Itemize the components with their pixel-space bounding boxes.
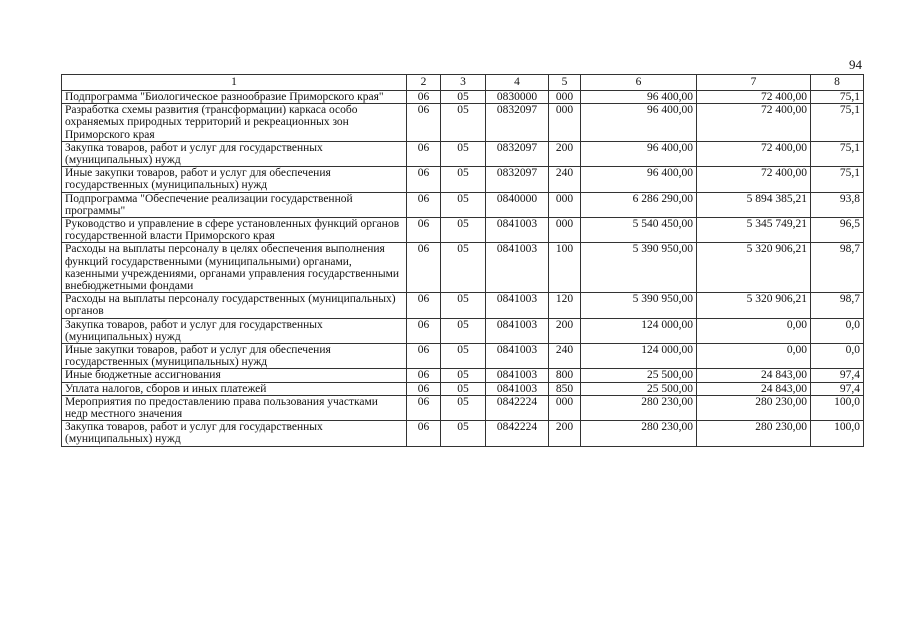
planned-amount-cell: 96 400,00 <box>581 141 697 166</box>
target-article-cell: 0842224 <box>486 421 549 446</box>
planned-amount-cell: 96 400,00 <box>581 167 697 192</box>
executed-amount-cell: 0,00 <box>697 318 811 343</box>
column-header: 1 <box>62 75 407 91</box>
section-code-cell: 06 <box>407 243 441 293</box>
target-article-cell: 0841003 <box>486 344 549 369</box>
section-code-cell: 06 <box>407 91 441 104</box>
section-code-cell: 06 <box>407 293 441 318</box>
planned-amount-cell: 124 000,00 <box>581 344 697 369</box>
target-article-cell: 0841003 <box>486 369 549 382</box>
section-code-cell: 06 <box>407 218 441 243</box>
percent-cell: 96,5 <box>811 218 864 243</box>
subsection-code-cell: 05 <box>441 91 486 104</box>
percent-cell: 75,1 <box>811 167 864 192</box>
section-code-cell: 06 <box>407 344 441 369</box>
expense-type-cell: 200 <box>549 421 581 446</box>
header-row <box>62 75 864 91</box>
percent-cell: 0,0 <box>811 344 864 369</box>
subsection-code-cell: 05 <box>441 192 486 217</box>
subsection-code-cell: 05 <box>441 167 486 192</box>
target-article-cell: 0841003 <box>486 318 549 343</box>
section-code-cell: 06 <box>407 318 441 343</box>
percent-cell: 93,8 <box>811 192 864 217</box>
row-name-cell: Иные бюджетные ассигнования <box>62 369 407 382</box>
table-row <box>62 141 864 166</box>
expense-type-cell: 000 <box>549 395 581 420</box>
row-name-cell: Закупка товаров, работ и услуг для государственных (муниципальных) нужд <box>62 141 407 166</box>
expense-type-cell: 200 <box>549 318 581 343</box>
section-code-cell: 06 <box>407 192 441 217</box>
target-article-cell: 0841003 <box>486 218 549 243</box>
percent-cell: 97,4 <box>811 369 864 382</box>
table-row <box>62 395 864 420</box>
planned-amount-cell: 280 230,00 <box>581 395 697 420</box>
planned-amount-cell: 5 390 950,00 <box>581 293 697 318</box>
table-row <box>62 318 864 343</box>
target-article-cell: 0832097 <box>486 104 549 142</box>
percent-cell: 98,7 <box>811 293 864 318</box>
planned-amount-cell: 96 400,00 <box>581 104 697 142</box>
column-header: 3 <box>441 75 486 91</box>
executed-amount-cell: 72 400,00 <box>697 91 811 104</box>
row-name-cell: Закупка товаров, работ и услуг для государственных (муниципальных) нужд <box>62 421 407 446</box>
planned-amount-cell: 96 400,00 <box>581 91 697 104</box>
section-code-cell: 06 <box>407 421 441 446</box>
table-row <box>62 167 864 192</box>
column-header: 8 <box>811 75 864 91</box>
percent-cell: 75,1 <box>811 141 864 166</box>
column-header: 2 <box>407 75 441 91</box>
planned-amount-cell: 280 230,00 <box>581 421 697 446</box>
expense-type-cell: 000 <box>549 218 581 243</box>
column-header: 7 <box>697 75 811 91</box>
subsection-code-cell: 05 <box>441 369 486 382</box>
table-row <box>62 91 864 104</box>
executed-amount-cell: 72 400,00 <box>697 104 811 142</box>
expense-type-cell: 200 <box>549 141 581 166</box>
table-row <box>62 218 864 243</box>
executed-amount-cell: 24 843,00 <box>697 369 811 382</box>
row-name-cell: Руководство и управление в сфере установленных функций органов государственной власти Приморского края <box>62 218 407 243</box>
row-name-cell: Подпрограмма "Обеспечение реализации государственной программы" <box>62 192 407 217</box>
percent-cell: 75,1 <box>811 91 864 104</box>
column-header: 6 <box>581 75 697 91</box>
row-name-cell: Расходы на выплаты персоналу государственных (муниципальных) органов <box>62 293 407 318</box>
subsection-code-cell: 05 <box>441 318 486 343</box>
executed-amount-cell: 5 320 906,21 <box>697 243 811 293</box>
section-code-cell: 06 <box>407 395 441 420</box>
expense-type-cell: 240 <box>549 167 581 192</box>
table-row <box>62 293 864 318</box>
section-code-cell: 06 <box>407 167 441 192</box>
table-row <box>62 421 864 446</box>
planned-amount-cell: 5 390 950,00 <box>581 243 697 293</box>
row-name-cell: Уплата налогов, сборов и иных платежей <box>62 382 407 395</box>
expense-type-cell: 000 <box>549 104 581 142</box>
planned-amount-cell: 25 500,00 <box>581 369 697 382</box>
section-code-cell: 06 <box>407 141 441 166</box>
executed-amount-cell: 0,00 <box>697 344 811 369</box>
page-number: 94 <box>849 57 862 72</box>
expense-type-cell: 240 <box>549 344 581 369</box>
subsection-code-cell: 05 <box>441 104 486 142</box>
target-article-cell: 0832097 <box>486 141 549 166</box>
expense-type-cell: 000 <box>549 91 581 104</box>
column-header: 5 <box>549 75 581 91</box>
expense-type-cell: 100 <box>549 243 581 293</box>
row-name-cell: Разработка схемы развития (трансформации) каркаса особо охраняемых природных территорий и рекреационных зон Приморского края <box>62 104 407 142</box>
budget-table <box>61 74 864 447</box>
percent-cell: 0,0 <box>811 318 864 343</box>
executed-amount-cell: 280 230,00 <box>697 395 811 420</box>
expense-type-cell: 000 <box>549 192 581 217</box>
percent-cell: 100,0 <box>811 421 864 446</box>
section-code-cell: 06 <box>407 382 441 395</box>
target-article-cell: 0842224 <box>486 395 549 420</box>
target-article-cell: 0841003 <box>486 382 549 395</box>
executed-amount-cell: 72 400,00 <box>697 167 811 192</box>
table-row <box>62 344 864 369</box>
planned-amount-cell: 6 286 290,00 <box>581 192 697 217</box>
target-article-cell: 0832097 <box>486 167 549 192</box>
executed-amount-cell: 5 894 385,21 <box>697 192 811 217</box>
target-article-cell: 0841003 <box>486 293 549 318</box>
subsection-code-cell: 05 <box>441 293 486 318</box>
section-code-cell: 06 <box>407 369 441 382</box>
planned-amount-cell: 5 540 450,00 <box>581 218 697 243</box>
executed-amount-cell: 280 230,00 <box>697 421 811 446</box>
expense-type-cell: 850 <box>549 382 581 395</box>
row-name-cell: Расходы на выплаты персоналу в целях обеспечения выполнения функций государственными (муниципальными) органами, казенными учреждениями, органами управления государственными внебюджетными фондами <box>62 243 407 293</box>
row-name-cell: Иные закупки товаров, работ и услуг для обеспечения государственных (муниципальных) нужд <box>62 344 407 369</box>
target-article-cell: 0830000 <box>486 91 549 104</box>
table-row <box>62 104 864 142</box>
planned-amount-cell: 124 000,00 <box>581 318 697 343</box>
row-name-cell: Закупка товаров, работ и услуг для государственных (муниципальных) нужд <box>62 318 407 343</box>
percent-cell: 100,0 <box>811 395 864 420</box>
executed-amount-cell: 24 843,00 <box>697 382 811 395</box>
expense-type-cell: 800 <box>549 369 581 382</box>
row-name-cell: Иные закупки товаров, работ и услуг для обеспечения государственных (муниципальных) нужд <box>62 167 407 192</box>
column-header: 4 <box>486 75 549 91</box>
subsection-code-cell: 05 <box>441 395 486 420</box>
executed-amount-cell: 72 400,00 <box>697 141 811 166</box>
planned-amount-cell: 25 500,00 <box>581 382 697 395</box>
table-row <box>62 243 864 293</box>
subsection-code-cell: 05 <box>441 218 486 243</box>
executed-amount-cell: 5 345 749,21 <box>697 218 811 243</box>
target-article-cell: 0840000 <box>486 192 549 217</box>
subsection-code-cell: 05 <box>441 344 486 369</box>
table-row <box>62 192 864 217</box>
table-row <box>62 382 864 395</box>
expense-type-cell: 120 <box>549 293 581 318</box>
percent-cell: 97,4 <box>811 382 864 395</box>
percent-cell: 98,7 <box>811 243 864 293</box>
row-name-cell: Подпрограмма "Биологическое разнообразие Приморского края" <box>62 91 407 104</box>
subsection-code-cell: 05 <box>441 421 486 446</box>
row-name-cell: Мероприятия по предоставлению права пользования участками недр местного значения <box>62 395 407 420</box>
table-row <box>62 369 864 382</box>
subsection-code-cell: 05 <box>441 243 486 293</box>
executed-amount-cell: 5 320 906,21 <box>697 293 811 318</box>
subsection-code-cell: 05 <box>441 382 486 395</box>
target-article-cell: 0841003 <box>486 243 549 293</box>
percent-cell: 75,1 <box>811 104 864 142</box>
section-code-cell: 06 <box>407 104 441 142</box>
subsection-code-cell: 05 <box>441 141 486 166</box>
